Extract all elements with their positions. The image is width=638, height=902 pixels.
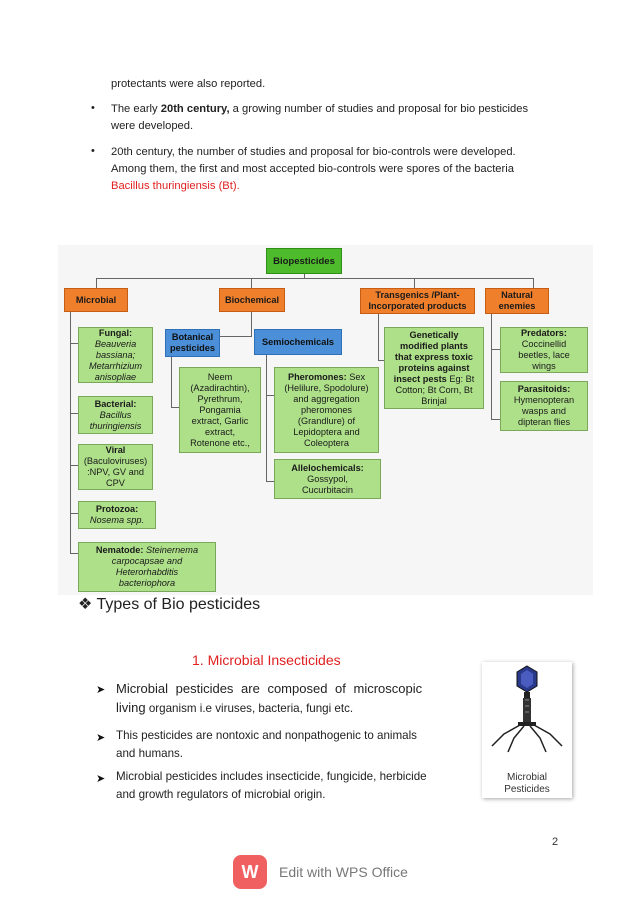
text: were developed. [111,120,194,132]
box-label: Natural [501,290,533,300]
arrow-bullet-icon: ➤ [96,684,106,696]
box-line: Nosema spp. [89,515,145,525]
parasitoids-box [500,381,588,431]
box-title: Parasitoids: [517,384,571,394]
connector [70,513,78,514]
box-line: (Baculoviruses) [83,456,148,466]
box-line: that express toxic [394,351,474,362]
root-biopesticides-box [266,248,342,274]
text: Among them, the first and most accepted bio-controls were spores of the bacteria [111,163,514,175]
text: This pesticides are nontoxic and nonpathogenic to animals [116,729,417,742]
box-title-italic: Steinernema [143,545,199,555]
connector [266,395,274,396]
box-line: bacteriophora [118,578,176,588]
box-title: Viral [105,445,126,455]
red-text-bt: Bacillus thuringiensis (Bt). [111,180,240,192]
protozoa-box [78,501,156,529]
box-line: pheromones [300,404,353,415]
subheading-microbial-insecticides [192,652,341,668]
bacterial-box [78,396,153,434]
box-line: CPV [106,478,125,488]
box-line: proteins against [398,362,470,373]
connector [96,278,97,288]
box-line: Gossypol, [307,473,348,484]
arrow-bullet-icon: ➤ [96,773,106,785]
paragraph-microbial-composition [116,680,474,718]
box-line: wasps and [522,406,566,416]
box-title: Pheromones: [287,371,347,382]
box-line: Sex [346,371,366,382]
connector [251,278,252,288]
section-title: Types of Bio pesticides [96,596,261,613]
text: Microbial pesticides are composed of microscopic [116,681,423,696]
box-line: Heterorhabditis [115,567,179,577]
pheromones-box [274,367,379,453]
fungal-box [78,327,153,383]
connector [266,481,274,482]
text: and humans. [116,747,184,760]
box-line: Hymenopteran [513,395,575,405]
text: a growing number of studies and proposal for bio pesticides [229,103,529,115]
box-title: Nematode: [95,545,144,555]
diamond-bullet-icon: ❖ [78,596,93,613]
page-number: 2 [552,836,559,848]
box-line: carpocapsae and [111,556,183,566]
box-line: dipteran flies [517,417,571,427]
box-line: insect pests [393,373,447,384]
box-line: Neem [207,371,233,382]
text: and growth regulators of microbial origin. [116,788,326,801]
paragraph-20th-century [111,101,566,135]
box-title: Bacterial: [94,398,137,409]
box-line: Pongamia [199,404,241,415]
connector [70,311,71,553]
box-line: Metarrhizium [88,360,143,371]
wps-logo-icon: W [233,855,267,889]
paragraph-nontoxic [116,727,476,763]
box-line: Bacillus [99,409,132,420]
allelochemicals-box [274,459,381,499]
connector [266,353,267,481]
box-label: Biopesticides [273,255,335,267]
box-line: Genetically [409,329,459,340]
box-line: Pyrethrum, [197,393,243,404]
box-title: Allelochemicals: [291,462,364,473]
natural-enemies-box [485,288,549,314]
box-line: Coccinellid [521,339,567,349]
box-line: :NPV, GV and [87,467,144,477]
subheading-number: 1. [192,652,204,668]
connector [70,465,78,466]
paragraph-includes [116,768,476,804]
viral-box [78,444,153,490]
bold-text: 20th century, [160,103,230,115]
box-line: Brinjal [421,395,447,406]
box-line: anisopliae [94,371,137,382]
connector [491,313,492,419]
connector [171,407,179,408]
connector [533,278,534,288]
text: living [116,700,146,715]
connector [491,419,500,420]
bacteriophage-icon [482,662,572,767]
box-line: and aggregation [293,393,360,404]
wps-edit-banner[interactable] [233,855,408,889]
biopesticides-diagram [58,245,593,595]
box-line: extract, [204,426,236,437]
continuation-line: protectants were also reported. [111,78,266,90]
box-line: modified plants [400,340,468,351]
box-line: Cotton; Bt Corn, Bt [395,384,473,395]
box-title: Predators: [521,328,567,338]
caption-line: Pesticides [504,784,550,795]
box-line: thuringiensis [89,420,142,431]
box-label: Incorporated products [368,301,467,311]
genetically-modified-box [384,327,484,409]
connector [251,311,252,337]
text: Microbial pesticides includes insecticide, fungicide, herbicide [116,770,427,783]
biochemical-box [219,288,285,312]
box-line: extract, Garlic [191,415,249,426]
text: 20th century, the number of studies and proposal for bio-controls were developed. [111,146,516,158]
box-line: Beauveria [94,338,137,349]
connector [378,313,379,360]
box-line: beetles, lace [518,350,570,360]
box-line: Eg: Bt [446,373,475,384]
connector [70,413,78,414]
box-label: Biochemical [224,294,280,305]
box-line: wings [532,361,556,371]
connector [218,336,252,337]
subheading-title: Microbial Insecticides [207,652,341,668]
box-line: Rotenone etc., [190,437,250,448]
bullet-dot: • [91,145,95,157]
connector [70,343,78,344]
predators-box [500,327,588,373]
nematode-box [78,542,216,592]
box-label: Microbial [75,294,117,305]
box-label: Transgenics /Plant- [375,290,460,300]
section-heading [78,594,260,614]
semiochemicals-box [254,329,342,355]
botanical-pesticides-box [165,329,220,357]
image-caption [482,772,572,796]
connector [171,355,172,407]
box-label: Semiochemicals [261,336,334,347]
connector [70,553,78,554]
text: The early [111,103,161,115]
bullet-dot: • [91,102,95,114]
connector [414,278,415,288]
wps-edit-text: Edit with WPS Office [279,864,408,880]
box-line: (Helilure, Spodolure) [284,382,369,393]
caption-line: Microbial [506,772,547,783]
paragraph-bio-controls [111,144,566,195]
text: organism i.e viruses, bacteria, fungi etc. [145,702,354,715]
box-label: pesticides [170,343,215,353]
box-line: (Azadirachtin), [190,382,250,393]
box-title: Fungal: [98,327,133,338]
microbial-pesticides-image [482,662,572,798]
box-label: enemies [498,301,536,311]
transgenics-box [360,288,475,314]
arrow-bullet-icon: ➤ [96,732,106,744]
box-line: Coleoptera [304,437,349,448]
microbial-box [64,288,128,312]
box-title: Protozoa: [95,504,139,514]
box-line: (Grandlure) of [297,415,356,426]
connector [96,278,533,279]
connector [491,349,500,350]
box-line: Cucurbitacin [301,484,354,495]
box-label: Botanical [171,332,214,342]
neem-box [179,367,261,453]
box-line: bassiana; [95,349,136,360]
box-line: Lepidoptera and [293,426,360,437]
